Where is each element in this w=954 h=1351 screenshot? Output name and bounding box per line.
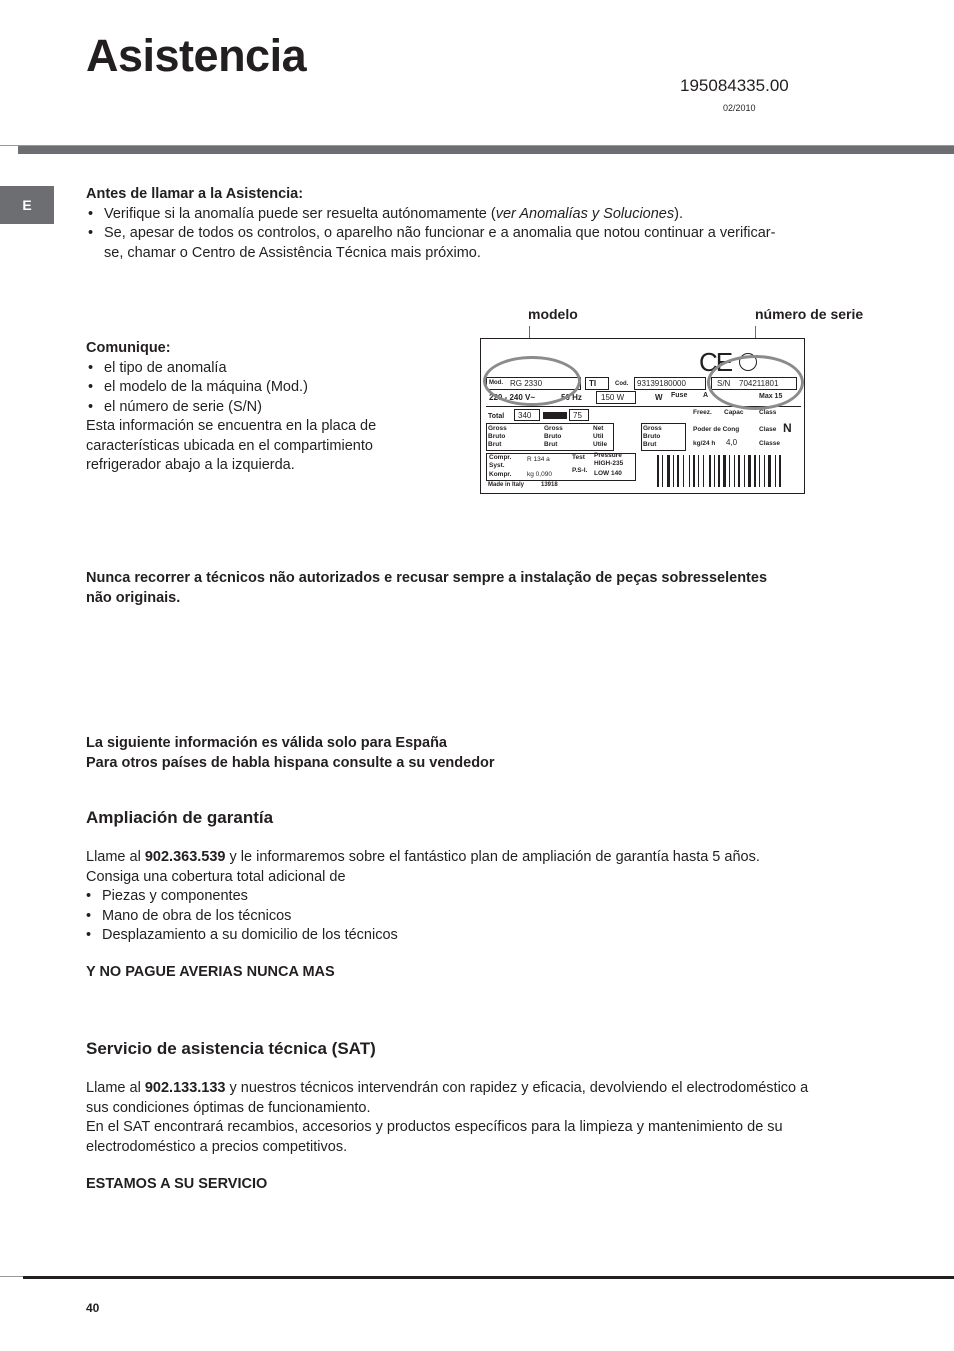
rating-plate xyxy=(480,338,805,494)
sat-heading: Servicio de asistencia técnica (SAT) xyxy=(86,1039,376,1058)
plate-clase: Clase xyxy=(759,426,777,433)
communicate-heading: Comunique: xyxy=(86,340,171,356)
plate-class: Class xyxy=(759,409,777,416)
barcode-bar xyxy=(667,455,670,487)
model-highlight-ellipse xyxy=(483,356,581,406)
warranty-slogan: Y NO PAGUE AVERIAS NUNCA MAS xyxy=(86,964,335,980)
plate-classe: Classe xyxy=(759,440,780,447)
ce-mark-icon: CE xyxy=(699,347,732,377)
communicate-item: • el modelo de la máquina (Mod.) xyxy=(86,378,426,398)
plate-total-value: 340 xyxy=(518,411,532,420)
barcode-bar xyxy=(718,455,720,487)
sat-text: sus condiciones óptimas de funcionamiento. xyxy=(86,1099,371,1116)
page-title: Asistencia xyxy=(86,30,307,81)
communicate-item: • el número de serie (S/N) xyxy=(86,398,426,418)
plate-made-in: Made in Italy xyxy=(488,482,525,488)
barcode-bar xyxy=(738,455,740,487)
plate-net xyxy=(593,425,607,449)
before-call-section xyxy=(86,185,846,263)
plate-gross3 xyxy=(643,425,662,449)
item-reference: ver Anomalías y Soluciones xyxy=(495,205,675,222)
spain-line: Para otros países de habla hispana consulte a su vendedor xyxy=(86,755,495,771)
warning-line: Nunca recorrer a técnicos não autorizados e recusar sempre a instalação de peças sobresselentes xyxy=(86,570,768,586)
plate-capac: Capac xyxy=(724,409,744,416)
plate-low: LOW 140 xyxy=(594,470,622,477)
sat-body xyxy=(86,1079,906,1157)
callout-model-label: modelo xyxy=(528,306,578,322)
plate-mod-label: Mod. xyxy=(489,380,503,386)
warranty-body xyxy=(86,848,886,946)
warning-text xyxy=(86,569,886,608)
barcode xyxy=(657,455,797,487)
plate-gross1 xyxy=(488,425,507,449)
barcode-bar xyxy=(677,455,679,487)
gross-line: Gross xyxy=(488,425,507,432)
plate-psi: P.S-I. xyxy=(572,467,588,474)
warranty-text: Llame al xyxy=(86,849,145,865)
item-text-cont: se, chamar o Centro de Assistência Técnica mais próximo. xyxy=(104,244,481,261)
plate-hz: 50 Hz xyxy=(561,393,582,402)
plate-test: Test xyxy=(572,454,585,461)
plate-poder: Poder de Cong xyxy=(693,426,740,433)
plate-fuse: Fuse xyxy=(671,392,688,399)
barcode-bar xyxy=(759,455,760,487)
barcode-bar xyxy=(775,455,776,487)
energy-symbol-icon xyxy=(543,412,567,419)
plate-made-code: 13918 xyxy=(541,482,558,488)
gross-line: Gross xyxy=(643,425,662,432)
warranty-heading: Ampliación de garantía xyxy=(86,808,274,827)
compr-line: Syst. xyxy=(489,462,505,469)
barcode-bar xyxy=(703,455,704,487)
barcode-bar xyxy=(744,455,745,487)
plate-cod-value: 93139180000 xyxy=(637,379,686,388)
plate-watt: 150 W xyxy=(601,393,625,402)
page-number: 40 xyxy=(86,1301,100,1315)
barcode-bar xyxy=(714,455,715,487)
net-line: Net xyxy=(593,425,604,432)
barcode-bar xyxy=(689,455,690,487)
gross-line: Bruto xyxy=(544,433,562,440)
language-tab: E xyxy=(0,186,54,224)
header-divider-bar xyxy=(18,146,954,154)
communicate-section xyxy=(86,339,426,476)
plate-mod-value: RG 2330 xyxy=(510,379,543,388)
warning-line: não originais. xyxy=(86,589,181,606)
warranty-item: • Piezas y componentes xyxy=(84,887,886,907)
sat-slogan: ESTAMOS A SU SERVICIO xyxy=(86,1176,268,1192)
net-line: Utile xyxy=(593,441,608,448)
barcode-bar xyxy=(754,455,756,487)
para-line: características ubicada en el compartimiento xyxy=(86,437,373,454)
barcode-bar xyxy=(698,455,699,487)
barcode-bar xyxy=(693,455,695,487)
callout-serial-label: número de serie xyxy=(755,306,864,322)
plate-kg: kg 0,090 xyxy=(527,471,552,478)
plate-pressure xyxy=(594,452,623,468)
item-text-end: ). xyxy=(674,205,683,222)
barcode-bar xyxy=(683,455,684,487)
para-line: Esta información se encuentra en la placa de xyxy=(86,418,377,434)
item-text: Se, apesar de todos os controlos, o aparelho não funcionar e a anomalia que notou continuar a verificar- xyxy=(104,225,776,241)
gross-line: Brut xyxy=(544,441,558,448)
sat-phone: 902.133.133 xyxy=(144,1080,226,1096)
gross-line: Bruto xyxy=(643,433,661,440)
document-date: 02/2010 xyxy=(723,103,756,113)
item-text: Verifique si la anomalía puede ser resuelta autónomamente ( xyxy=(104,205,496,222)
plate-kg24-value: 4,0 xyxy=(726,438,738,447)
plate-fuse-a: A xyxy=(703,392,709,399)
warranty-text: y le informaremos sobre el fantástico plan de ampliación de garantía hasta 5 años. xyxy=(225,849,760,865)
communicate-paragraph xyxy=(86,417,426,476)
before-call-item xyxy=(86,205,846,225)
before-call-item xyxy=(86,224,846,263)
plate-voltage: 220 - 240 V~ xyxy=(489,393,536,402)
gross-line: Gross xyxy=(544,425,563,432)
compr-line: Compr. xyxy=(489,454,512,461)
communicate-item: • el tipo de anomalía xyxy=(86,359,426,379)
barcode-bar xyxy=(779,455,781,487)
sat-text: Llame al xyxy=(86,1080,145,1096)
barcode-bar xyxy=(709,455,711,487)
barcode-bar xyxy=(723,455,726,487)
plate-75: 75 xyxy=(573,411,582,420)
barcode-bar xyxy=(748,455,751,487)
warranty-text: Consiga una cobertura total adicional de xyxy=(86,868,346,885)
spain-notice xyxy=(86,733,495,773)
plate-total: Total xyxy=(488,413,505,420)
plate-compr xyxy=(489,454,511,470)
plate-clase-value: N xyxy=(783,421,792,435)
barcode-bar xyxy=(764,455,765,487)
pressure-line: HIGH-235 xyxy=(594,460,624,467)
plate-cod-label: Cod. xyxy=(615,381,629,387)
plate-watt2: W xyxy=(655,393,663,402)
plate-max: Max 15 xyxy=(759,393,783,400)
plate-gross2 xyxy=(544,425,563,449)
footer-tick xyxy=(0,1276,23,1277)
plate-refrigerant: R 134 a xyxy=(527,456,550,463)
before-call-heading: Antes de llamar a la Asistencia: xyxy=(86,186,304,202)
barcode-bar xyxy=(729,455,730,487)
pressure-line: Pressure xyxy=(594,452,622,459)
barcode-bar xyxy=(662,455,663,487)
sat-text: electrodoméstico a precios competitivos. xyxy=(86,1138,348,1155)
warranty-phone: 902.363.539 xyxy=(144,849,226,865)
warranty-item: • Mano de obra de los técnicos xyxy=(84,907,886,927)
barcode-bar xyxy=(673,455,674,487)
plate-sn-value: 704211801 xyxy=(739,379,779,388)
plate-sn-label: S/N xyxy=(717,379,731,388)
plate-ti: TI xyxy=(589,379,597,388)
barcode-bar xyxy=(768,455,771,487)
plate-kg24: kg/24 h xyxy=(693,440,716,447)
serial-highlight-ellipse xyxy=(707,355,804,410)
plate-kompr: Kompr. xyxy=(489,471,512,478)
plate-freez: Freez. xyxy=(693,409,712,416)
barcode-bar xyxy=(734,455,735,487)
gross-line: Brut xyxy=(643,441,657,448)
net-line: Util xyxy=(593,433,604,440)
para-line: refrigerador abajo a la izquierda. xyxy=(86,457,295,473)
warranty-item: • Desplazamiento a su domicilio de los técnicos xyxy=(84,926,886,946)
footer-divider xyxy=(23,1276,954,1279)
spain-line: La siguiente información es válida solo para España xyxy=(86,735,447,751)
sat-text: En el SAT encontrará recambios, accesorios y productos específicos para la limpieza y mantenimiento de su xyxy=(86,1119,783,1135)
document-number: 195084335.00 xyxy=(680,76,789,95)
gross-line: Brut xyxy=(488,441,502,448)
sat-text: y nuestros técnicos intervendrán con rapidez y eficacia, devolviendo el electrodoméstico a xyxy=(225,1080,809,1096)
barcode-bar xyxy=(657,455,659,487)
gross-line: Bruto xyxy=(488,433,506,440)
